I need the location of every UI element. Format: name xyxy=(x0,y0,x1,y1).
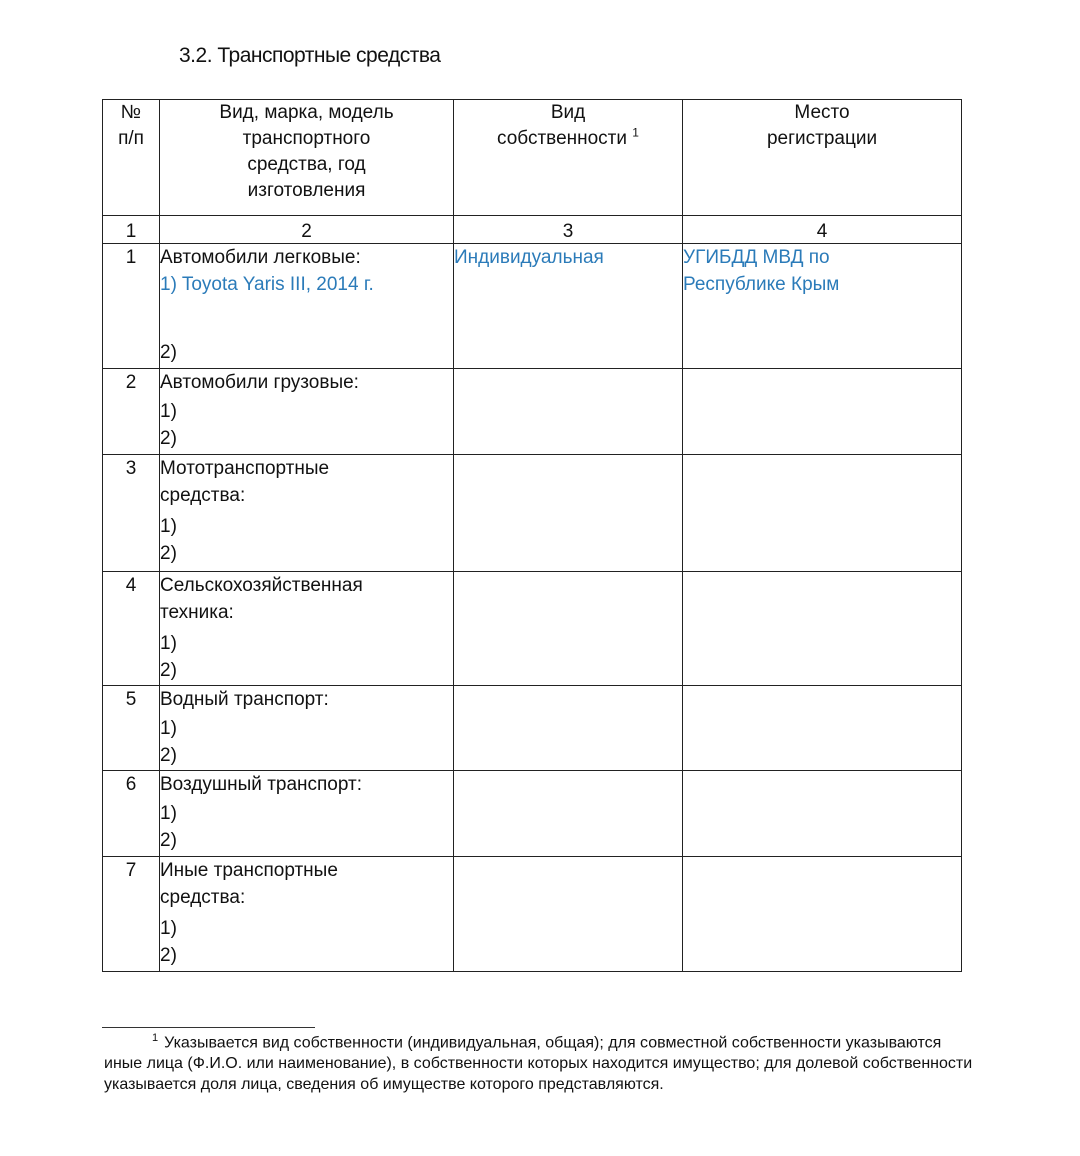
table-row xyxy=(103,369,962,455)
table-row xyxy=(103,455,962,572)
category-label: Иные транспортные xyxy=(160,860,338,881)
table-row xyxy=(103,686,962,771)
row-number: 3 xyxy=(103,455,160,572)
row-number: 6 xyxy=(103,771,160,857)
vehicle-entry: 2) xyxy=(160,660,177,681)
vehicle-entry: 2) xyxy=(160,342,177,363)
ownership-cell xyxy=(454,857,683,972)
vehicle-entry: 1) xyxy=(160,516,177,537)
column-number: 4 xyxy=(683,216,962,244)
row-number: 5 xyxy=(103,686,160,771)
registration-cell xyxy=(683,369,962,455)
registration-cell xyxy=(683,771,962,857)
vehicle-entry: 1) xyxy=(160,918,177,939)
category-label: Сельскохозяйственная xyxy=(160,575,363,596)
vehicle-cell xyxy=(160,572,454,686)
vehicle-entry: 2) xyxy=(160,945,177,966)
footnote-ref: 1 xyxy=(632,125,639,140)
category-label: техника: xyxy=(160,602,234,623)
row-number: 4 xyxy=(103,572,160,686)
category-label: Автомобили грузовые: xyxy=(160,372,359,393)
vehicle-entry: 2) xyxy=(160,830,177,851)
vehicle-cell xyxy=(160,686,454,771)
row-number: 7 xyxy=(103,857,160,972)
vehicle-cell xyxy=(160,369,454,455)
row-number: 1 xyxy=(103,244,160,369)
ownership-cell xyxy=(454,771,683,857)
vehicle-entry: 1) xyxy=(160,718,177,739)
vehicle-cell xyxy=(160,771,454,857)
footnote-text: Указывается вид собственности (индивидуальная, общая); для совместной собственности указываются иные лица (Ф.И.О. или наименование), в собственности которых находится имущество; для долевой собственности указывается доля лица, сведения об имуществе которого представляются. xyxy=(104,1034,973,1094)
column-number: 2 xyxy=(160,216,454,244)
registration-cell xyxy=(683,455,962,572)
vehicle-entry: 1) Toyota Yaris III, 2014 г. xyxy=(160,274,374,295)
category-label: Воздушный транспорт: xyxy=(160,774,363,795)
vehicle-entry: 2) xyxy=(160,543,177,564)
category-label: Автомобили легковые: xyxy=(160,247,361,268)
table-header-row xyxy=(103,100,962,216)
column-number-row xyxy=(103,216,962,244)
vehicle-entry: 1) xyxy=(160,401,177,422)
vehicle-cell xyxy=(160,244,454,369)
section-title: 3.2. Транспортные средства xyxy=(179,44,441,67)
ownership-cell xyxy=(454,369,683,455)
table-row xyxy=(103,857,962,972)
vehicle-entry: 1) xyxy=(160,633,177,654)
category-label: средства: xyxy=(160,485,246,506)
table-row xyxy=(103,244,962,369)
table-row xyxy=(103,771,962,857)
ownership-cell xyxy=(454,686,683,771)
category-label: Мототранспортные xyxy=(160,458,330,479)
vehicles-table xyxy=(102,99,962,972)
header-vehicle-type: Вид, марка, модель транспортного средства, год изготовления xyxy=(160,100,454,216)
vehicle-entry: 1) xyxy=(160,803,177,824)
registration-cell xyxy=(683,857,962,972)
header-number: № п/п xyxy=(103,100,160,216)
footnote xyxy=(104,1028,974,1112)
ownership-cell xyxy=(454,455,683,572)
category-label: средства: xyxy=(160,887,246,908)
header-ownership: Вид собственности $^1$ xyxy=(454,100,683,216)
vehicle-entry: 2) xyxy=(160,428,177,449)
row-number: 2 xyxy=(103,369,160,455)
column-number: 1 xyxy=(103,216,160,244)
category-label: Водный транспорт: xyxy=(160,689,329,710)
ownership-cell: Индивидуальная xyxy=(454,244,683,369)
table-row xyxy=(103,572,962,686)
footnote-marker: 1 xyxy=(152,1032,159,1044)
vehicle-cell xyxy=(160,857,454,972)
registration-cell xyxy=(683,572,962,686)
registration-cell xyxy=(683,686,962,771)
vehicle-entry: 2) xyxy=(160,745,177,766)
column-number: 3 xyxy=(454,216,683,244)
vehicle-cell xyxy=(160,455,454,572)
ownership-cell xyxy=(454,572,683,686)
header-registration: Место регистрации xyxy=(683,100,962,216)
registration-cell: УГИБДД МВД по Республике Крым xyxy=(683,244,962,369)
